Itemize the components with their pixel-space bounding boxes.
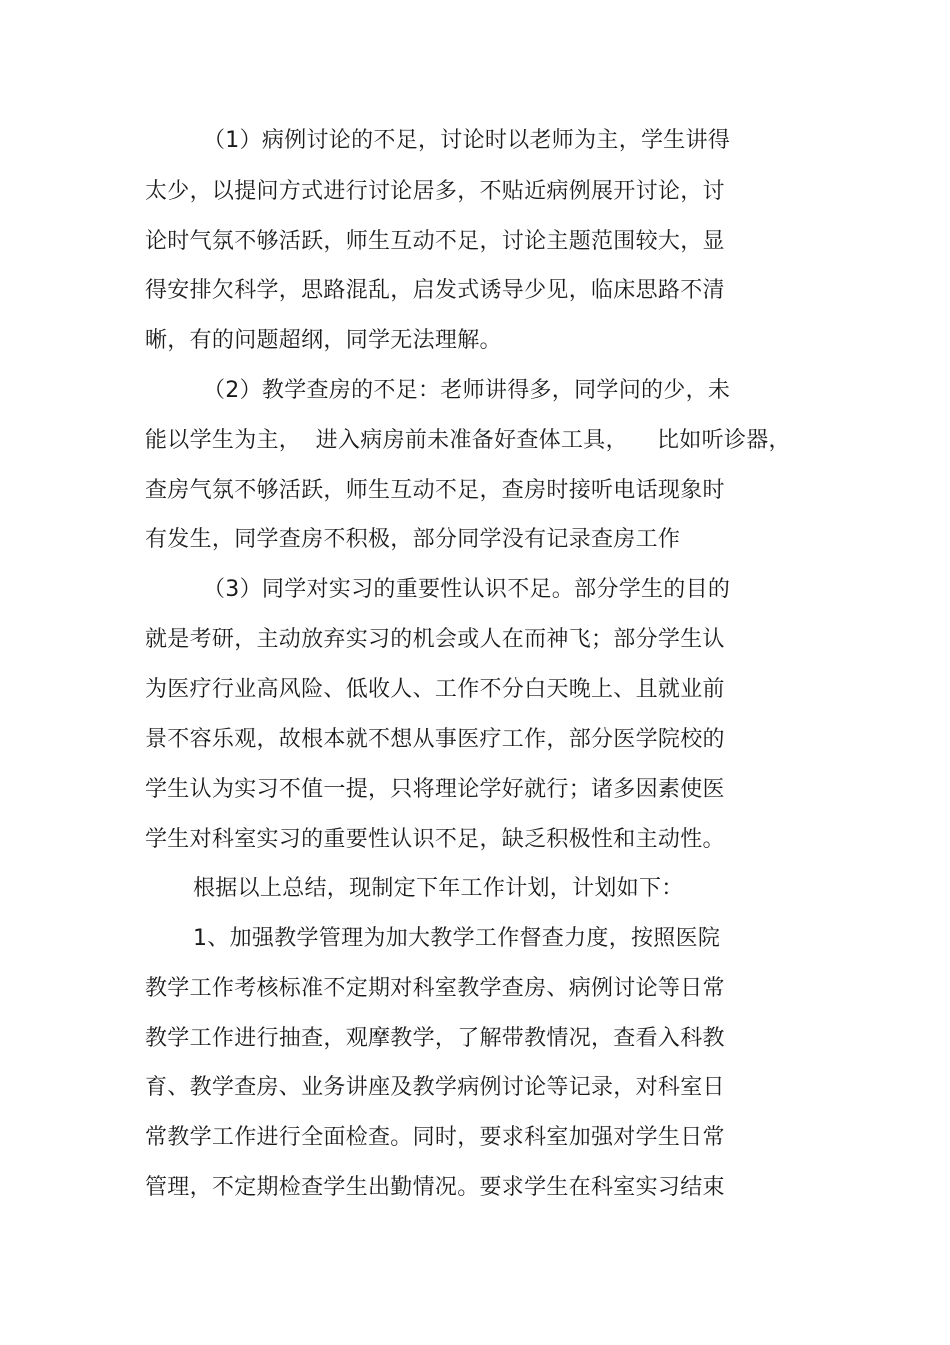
- text-line: 太少，以提问方式进行讨论居多，不贴近病例展开讨论，讨: [145, 179, 725, 204]
- text-line: （2）教学查房的不足：老师讲得多，同学问的少，未: [203, 378, 731, 403]
- text-line: 论时气氛不够活跃，师生互动不足，讨论主题范围较大，显: [145, 229, 725, 254]
- text-line: 就是考研，主动放弃实习的机会或人在而神飞；部分学生认: [145, 627, 725, 652]
- text-line: 教学工作进行抽查，观摩教学，了解带教情况，查看入科教: [145, 1026, 725, 1051]
- text-line: 得安排欠科学，思路混乱，启发式诱导少见，临床思路不清: [145, 278, 725, 303]
- text-line: 育、教学查房、业务讲座及教学病例讨论等记录，对科室日: [145, 1075, 725, 1100]
- text-line: 晰，有的问题超纲，同学无法理解。: [145, 328, 502, 353]
- text-line: 景不容乐观，故根本就不想从事医疗工作，部分医学院校的: [145, 727, 725, 752]
- text-line: （3）同学对实习的重要性认识不足。部分学生的目的: [203, 577, 731, 602]
- text-line: 学生认为实习不值一提，只将理论学好就行；诸多因素使医: [145, 777, 725, 802]
- text-line: 有发生，同学查房不积极，部分同学没有记录查房工作: [145, 527, 681, 552]
- text-line: 管理，不定期检查学生出勤情况。要求学生在科室实习结束: [145, 1175, 725, 1200]
- text-line: 教学工作考核标准不定期对科室教学查房、病例讨论等日常: [145, 976, 725, 1001]
- text-line: 查房气氛不够活跃，师生互动不足，查房时接听电话现象时: [145, 478, 725, 503]
- text-line: 根据以上总结，现制定下年工作计划，计划如下：: [193, 876, 684, 901]
- text-line: 能以学生为主， 进入病房前未准备好查体工具， 比如听诊器，: [145, 428, 791, 453]
- text-line: 为医疗行业高风险、低收人、工作不分白天晚上、且就业前: [145, 677, 725, 702]
- text-line: 1、加强教学管理为加大教学工作督查力度，按照医院: [193, 926, 721, 951]
- text-line: 学生对科室实习的重要性认识不足，缺乏积极性和主动性。: [145, 827, 725, 852]
- text-line: （1）病例讨论的不足，讨论时以老师为主，学生讲得: [203, 128, 731, 153]
- text-line: 常教学工作进行全面检查。同时，要求科室加强对学生日常: [145, 1125, 725, 1150]
